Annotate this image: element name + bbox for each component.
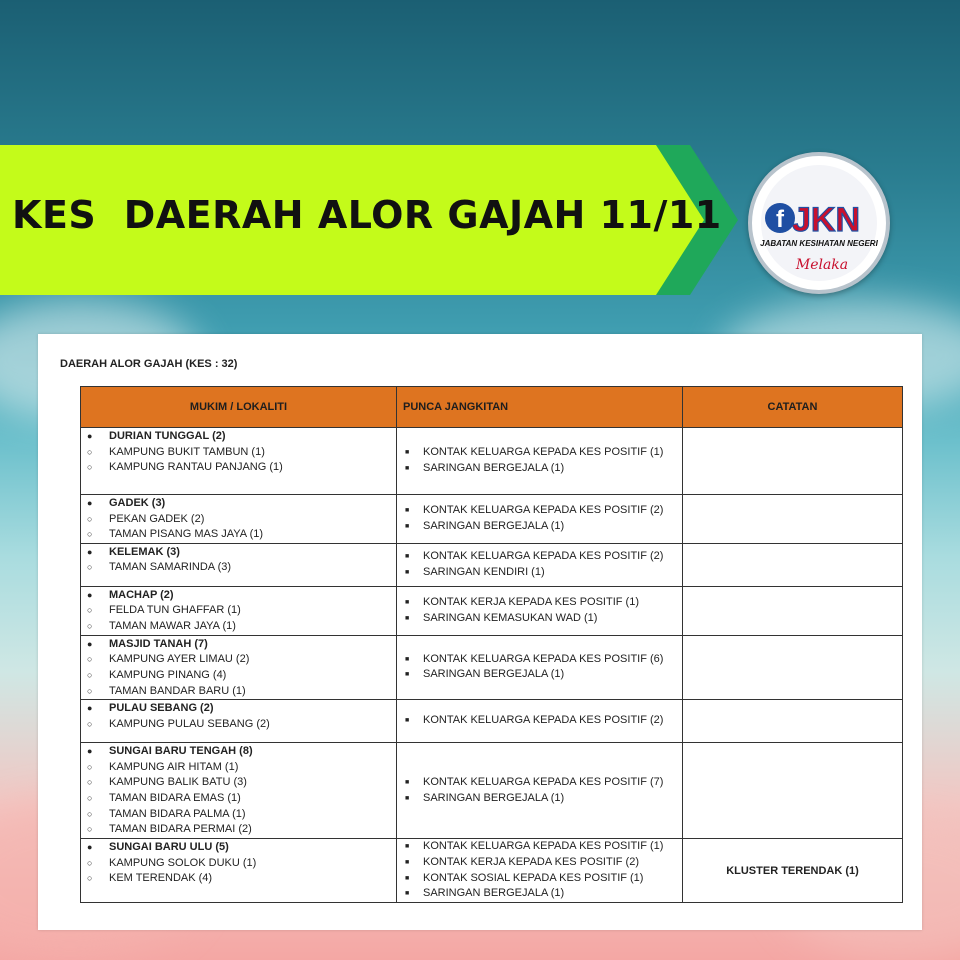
logo-script: Melaka — [795, 257, 849, 273]
lokaliti-item: TAMAN MAWAR JAYA (1) — [109, 619, 236, 632]
punca-item: SARINGAN BERGEJALA (1) — [423, 519, 565, 532]
circle-bullet-icon: ○ — [87, 761, 93, 772]
lokaliti-item: KAMPUNG RANTAU PANJANG (1) — [109, 461, 283, 474]
mukim-cell — [81, 428, 397, 495]
circle-bullet-icon: ○ — [87, 605, 93, 616]
lokaliti-item: TAMAN BANDAR BARU (1) — [109, 684, 246, 697]
punca-cell — [397, 495, 683, 544]
square-bullet-icon: ■ — [405, 779, 410, 787]
punca-cell — [397, 743, 683, 839]
lokaliti-item: TAMAN BIDARA PERMAI (2) — [109, 823, 252, 836]
square-bullet-icon: ■ — [405, 874, 410, 882]
catatan-cell — [683, 743, 903, 839]
punca-cell — [397, 428, 683, 495]
lokaliti-item: KAMPUNG BUKIT TAMBUN (1) — [109, 445, 265, 458]
punca-item: KONTAK KELUARGA KEPADA KES POSITIF (6) — [423, 652, 664, 665]
punca-item: KONTAK SOSIAL KEPADA KES POSITIF (1) — [423, 871, 644, 884]
column-header-catatan: CATATAN — [683, 387, 903, 428]
table-body — [81, 428, 903, 903]
square-bullet-icon: ■ — [405, 655, 410, 663]
mukim-name: SUNGAI BARU TENGAH (8) — [109, 745, 253, 758]
punca-item: KONTAK KERJA KEPADA KES POSITIF (1) — [423, 596, 639, 609]
circle-bullet-icon: ○ — [87, 529, 93, 540]
lokaliti-item: TAMAN SAMARINDA (3) — [109, 561, 232, 574]
logo-text: JKN — [792, 201, 861, 239]
square-bullet-icon: ■ — [405, 568, 410, 576]
lokaliti-item: KAMPUNG BALIK BATU (3) — [109, 776, 247, 789]
lokaliti-item: KAMPUNG PINANG (4) — [109, 668, 227, 681]
logo-subtitle: JABATAN KESIHATAN NEGERI — [760, 239, 878, 248]
punca-cell — [397, 839, 683, 903]
square-bullet-icon: ■ — [405, 507, 410, 515]
catatan-cell — [683, 586, 903, 635]
square-bullet-icon: ■ — [405, 859, 410, 867]
bullet-icon: ● — [87, 498, 93, 508]
punca-item: KONTAK KELUARGA KEPADA KES POSITIF (1) — [423, 446, 664, 459]
lokaliti-item: TAMAN PISANG MAS JAYA (1) — [109, 528, 264, 541]
document-heading: DAERAH ALOR GAJAH (KES : 32) — [60, 358, 238, 370]
square-bullet-icon: ■ — [405, 794, 410, 802]
lokaliti-item: KEM TERENDAK (4) — [109, 872, 213, 885]
circle-bullet-icon: ○ — [87, 685, 93, 696]
punca-cell — [397, 635, 683, 699]
circle-bullet-icon: ○ — [87, 824, 93, 835]
lokaliti-item: KAMPUNG AYER LIMAU (2) — [109, 653, 250, 666]
punca-cell — [397, 543, 683, 586]
punca-cell — [397, 586, 683, 635]
square-bullet-icon: ■ — [405, 599, 410, 607]
jkn-logo-graphic — [752, 156, 886, 290]
mukim-cell — [81, 586, 397, 635]
punca-item: SARINGAN BERGEJALA (1) — [423, 462, 565, 474]
svg-text:f: f — [776, 206, 784, 233]
punca-item: KONTAK KELUARGA KEPADA KES POSITIF (7) — [423, 776, 664, 789]
punca-item: KONTAK KELUARGA KEPADA KES POSITIF (2) — [423, 714, 664, 727]
catatan-cell — [683, 700, 903, 743]
bullet-icon: ● — [87, 703, 93, 714]
square-bullet-icon: ■ — [405, 522, 410, 530]
square-bullet-icon: ■ — [405, 553, 410, 561]
bullet-icon: ● — [87, 546, 93, 557]
circle-bullet-icon: ○ — [87, 446, 93, 457]
banner-title: KES DAERAH ALOR GAJAH 11/11 — [12, 193, 722, 237]
circle-bullet-icon: ○ — [87, 718, 93, 729]
square-bullet-icon: ■ — [405, 890, 410, 898]
mukim-cell — [81, 543, 397, 586]
title-banner — [0, 145, 740, 295]
circle-bullet-icon: ○ — [87, 669, 93, 680]
catatan-cell — [683, 495, 903, 544]
circle-bullet-icon: ○ — [87, 462, 93, 473]
table-row — [81, 839, 903, 903]
punca-item: SARINGAN BERGEJALA (1) — [423, 887, 565, 900]
mukim-cell — [81, 495, 397, 544]
punca-item: KONTAK KELUARGA KEPADA KES POSITIF (1) — [423, 840, 664, 853]
table-header-row — [81, 387, 903, 428]
punca-item: KONTAK KELUARGA KEPADA KES POSITIF (2) — [423, 504, 664, 517]
circle-bullet-icon: ○ — [87, 792, 93, 803]
circle-bullet-icon: ○ — [87, 873, 93, 884]
lokaliti-item: PEKAN GADEK (2) — [109, 512, 205, 525]
punca-item: KONTAK KELUARGA KEPADA KES POSITIF (2) — [423, 550, 664, 563]
bullet-icon: ● — [87, 431, 93, 441]
square-bullet-icon: ■ — [405, 449, 410, 457]
table-row — [81, 495, 903, 544]
punca-item: SARINGAN BERGEJALA (1) — [423, 791, 565, 804]
lokaliti-item: KAMPUNG SOLOK DUKU (1) — [109, 856, 257, 869]
table-row — [81, 743, 903, 839]
punca-item: SARINGAN BERGEJALA (1) — [423, 668, 565, 681]
lokaliti-item: TAMAN BIDARA PALMA (1) — [109, 807, 246, 820]
table-row — [81, 586, 903, 635]
bullet-icon: ● — [87, 589, 93, 600]
circle-bullet-icon: ○ — [87, 857, 93, 868]
mukim-name: MACHAP (2) — [109, 588, 174, 601]
mukim-name: PULAU SEBANG (2) — [109, 702, 214, 715]
circle-bullet-icon: ○ — [87, 620, 93, 631]
table-row — [81, 543, 903, 586]
mukim-name: KELEMAK (3) — [109, 545, 180, 558]
circle-bullet-icon: ○ — [87, 513, 93, 524]
square-bullet-icon: ■ — [405, 843, 410, 851]
punca-cell — [397, 700, 683, 743]
catatan-cell: KLUSTER TERENDAK (1) — [683, 839, 903, 903]
square-bullet-icon: ■ — [405, 614, 410, 622]
punca-item: KONTAK KERJA KEPADA KES POSITIF (2) — [423, 856, 639, 869]
document-card — [38, 334, 922, 930]
mukim-name: GADEK (3) — [109, 497, 166, 509]
square-bullet-icon: ■ — [405, 465, 410, 472]
bullet-icon: ● — [87, 842, 93, 853]
mukim-name: MASJID TANAH (7) — [109, 637, 208, 650]
square-bullet-icon: ■ — [405, 671, 410, 679]
bullet-icon: ● — [87, 638, 93, 649]
catatan-cell — [683, 543, 903, 586]
circle-bullet-icon: ○ — [87, 562, 93, 573]
cases-table — [80, 386, 903, 903]
mukim-name: SUNGAI BARU ULU (5) — [109, 841, 229, 854]
jkn-logo — [748, 152, 890, 294]
mukim-cell — [81, 700, 397, 743]
bullet-icon: ● — [87, 746, 93, 757]
punca-item: SARINGAN KEMASUKAN WAD (1) — [423, 611, 598, 624]
lokaliti-item: KAMPUNG AIR HITAM (1) — [109, 760, 239, 773]
column-header-punca: PUNCA JANGKITAN — [397, 387, 683, 428]
circle-bullet-icon: ○ — [87, 777, 93, 788]
lokaliti-item: FELDA TUN GHAFFAR (1) — [109, 604, 241, 617]
catatan-cell — [683, 635, 903, 699]
lokaliti-item: KAMPUNG PULAU SEBANG (2) — [109, 717, 270, 730]
mukim-cell — [81, 743, 397, 839]
table-row — [81, 635, 903, 699]
catatan-cell — [683, 428, 903, 495]
mukim-cell — [81, 635, 397, 699]
punca-item: SARINGAN KENDIRI (1) — [423, 565, 545, 578]
mukim-cell — [81, 839, 397, 903]
table-row — [81, 428, 903, 495]
square-bullet-icon: ■ — [405, 717, 410, 725]
mukim-name: DURIAN TUNGGAL (2) — [109, 430, 226, 442]
lokaliti-item: TAMAN BIDARA EMAS (1) — [109, 791, 241, 804]
table-row — [81, 700, 903, 743]
column-header-mukim: MUKIM / LOKALITI — [81, 387, 397, 428]
circle-bullet-icon: ○ — [87, 654, 93, 665]
circle-bullet-icon: ○ — [87, 808, 93, 819]
